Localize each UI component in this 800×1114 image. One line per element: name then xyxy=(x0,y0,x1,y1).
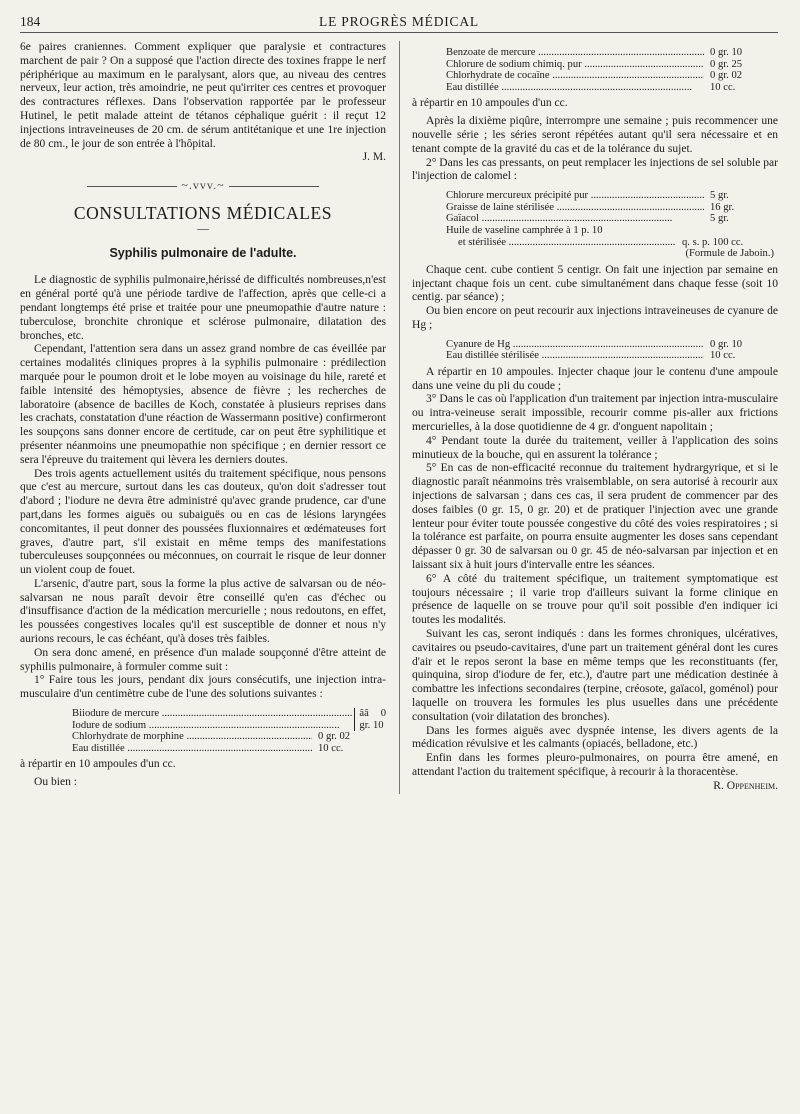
paragraph: Ou bien : xyxy=(34,776,77,789)
prescription-line: Chlorure de sodium chimiq. pur ..... 0 gr. 25 xyxy=(446,59,778,71)
journal-title: LE PROGRÈS MÉDICAL xyxy=(319,14,479,29)
section-ornament xyxy=(20,179,386,193)
prescription-brace-quantity: ââ 0 gr. 10 xyxy=(354,708,386,731)
paragraph: 3° Dans le cas où l'application d'un traitement par injection intra-musculaire ou intra-veineuse serait impossible, recourir comme pis-aller aux frictions mercurielles, à la dose quotidienne de 4 gr. d'onguent napolitain ; xyxy=(412,393,778,434)
paragraph: à répartir en 10 ampoules d'un cc. xyxy=(412,97,568,110)
prescription-line: Gaïacol ..... 5 gr. xyxy=(446,213,778,225)
prescription-line: Benzoate de mercure ..... 0 gr. 10 xyxy=(446,47,778,59)
ornament-flourish: ~.vvv.~ xyxy=(181,178,225,193)
prescription-line: Chlorhydrate de cocaïne ..... 0 gr. 02 xyxy=(446,70,778,82)
paragraph: Cependant, l'attention sera dans un assez grand nombre de cas éveillée par certaines modalités cliniques propres à la syphilis pulmonaire : prédilection marquée pour le poumon droit et le lobe moyen au voisinage du hile, rareté et faible intensité des hémoptysies, absence de fièvre ; les recherches de laboratoire (absence de bacilles de Koch, constatée à plusieurs reprises dans les crachats, constatation d'une réaction de Wassermann positive) confirmeront les soupçons sans donner encore de certitude, car on peut être syphilitique et présenter néanmoins une pneumopathie non spécifique ; en dernier ressort ce sera l'épreuve du traitement qui lèvera les derniers doutes. xyxy=(20,343,386,466)
paragraph: L'arsenic, d'autre part, sous la forme la plus active de salvarsan ou de néo-salvarsan ne nous paraît devoir être conseillé qu'en cas d'échec ou d'insuffisance d'action de la médication mercurielle ; nous redoutons, en effet, les poussées congestives locales qu'il est susceptible de donner et nous n'y aurions recours, le cas échéant, qu'à doses très faibles. xyxy=(20,577,386,646)
article-title: Syphilis pulmonaire de l'adulte. xyxy=(109,245,297,260)
prescription-formula-2 xyxy=(446,47,778,93)
ornament-rule-left xyxy=(87,186,177,187)
paragraph: Dans les formes aiguës avec dyspnée intense, les divers agents de la médication révulsive et les calmants (opiacés, belladone, etc.) xyxy=(412,724,778,751)
previous-article-ending: 6e paires craniennes. Comment expliquer que paralysie et contractures marchent de pair ? On a supposé que l'action directe des toxines frappe le nerf périphérique au maximum en le paralysant, alors que, au niveau des centres nerveux, leur action, très amoindrie, ne peut qu'irriter ces centres et provoquer des contractures réflexes. Dans l'observation rapportée par le professeur Hutinel, le petit malade atteint de tétanos céphalique guérit : il reçut 12 injections intraveineuses de 20 cm. de sérum antitétanique et une 1re injection de 80 cm., le jour de son entrée à l'hôpital. xyxy=(20,41,386,150)
prescription-line: Graisse de laine stérilisée ..... 16 gr. xyxy=(446,202,778,214)
prescription-line: Chlorure mercureux précipité pur ..... 5 gr. xyxy=(446,190,778,202)
paragraph: 2° Dans les cas pressants, on peut remplacer les injections de sel soluble par l'injection de calomel : xyxy=(412,156,778,183)
prescription-formula-3 xyxy=(446,190,778,260)
paragraph: Le diagnostic de syphilis pulmonaire,hérissé de difficultés nombreuses,n'est en général porté qu'à une période tardive de l'affection, après que celle-ci a pendant longtemps été prise et traitée pour une pneumopathie d'autre nature : tuberculose, bronchite chronique et sclérose pulmonaire, dilatation des bronches, etc. xyxy=(20,274,386,342)
paragraph: Suivant les cas, seront indiqués : dans les formes chroniques, ulcératives, cavitaires ou pseudo-cavitaires, d'une part un traitement général dont les cures d'air et le repos seront la base en même temps que les reconstituants (fer, quinquina, sirop d'iodure de fer, etc.), d'autre part une médication destinée à combattre les infections secondaires (terpine, créosote, gaïacol, goménol) pour laquelle on trouvera les formules les plus usuelles dans une précédente consultation (voir dilatation des bronches). xyxy=(412,628,778,723)
prescription-line: et stérilisée ..... q. s. p. 100 cc. xyxy=(446,237,778,249)
prescription-line: Iodure de sodium ..... xyxy=(72,720,352,732)
prescription-formula-4 xyxy=(446,339,778,362)
prescription-line: Chlorhydrate de morphine ..... 0 gr. 02 xyxy=(72,731,386,743)
paragraph: Après la dixième piqûre, interrompre une semaine ; puis recommencer une nouvelle série ; les séries seront répétées autant qu'il sera nécessaire et en tenant compte de la gravité du cas et de la tolérance du sujet. xyxy=(412,115,778,155)
prescription-brace-group xyxy=(72,708,386,731)
prescription-line: Eau distillée ..... 10 cc. xyxy=(72,743,386,755)
left-column xyxy=(20,41,386,794)
prescription-line: Biiodure de mercure ..... xyxy=(72,708,352,720)
section-title: CONSULTATIONS MÉDICALES xyxy=(73,202,333,223)
paragraph: A répartir en 10 ampoules. Injecter chaque jour le contenu d'une ampoule dans une veine du pli du coude ; xyxy=(412,365,778,392)
prescription-line: Eau distillée stérilisée ..... 10 cc. xyxy=(446,350,778,362)
right-column xyxy=(412,41,778,794)
paragraph: Ou bien encore on peut recourir aux injections intraveineuses de cyanure de Hg ; xyxy=(412,305,778,331)
prescription-line: Cyanure de Hg ..... 0 gr. 10 xyxy=(446,339,778,351)
author-signature: R. Oppenheim. xyxy=(713,779,778,792)
paragraph: 6° A côté du traitement spécifique, un traitement symptomatique est toujours nécessaire ; il varie trop d'ailleurs suivant la forme clinique en présence de laquelle on se trouve pour qu'il soit possible d'en indiquer ici toutes les modalités. xyxy=(412,572,778,627)
two-column-body xyxy=(20,41,778,794)
ornament-rule-right xyxy=(229,186,319,187)
prescription-line: Huile de vaseline camphrée à 1 p. 10 xyxy=(446,224,603,236)
prescription-line: Eau distillée ..... 10 cc. xyxy=(446,82,778,94)
running-head xyxy=(20,10,778,33)
paragraph: 4° Pendant toute la durée du traitement, veiller à l'application des soins minutieux de la bouche, qui en assurent la tolérance ; xyxy=(412,434,778,461)
prescription-formula-1 xyxy=(72,708,386,754)
previous-article-signature: J. M. xyxy=(362,151,386,164)
paragraph: 1° Faire tous les jours, pendant dix jours consécutifs, une injection intra-musculaire d'un centimètre cube de l'une des solutions suivantes : xyxy=(20,674,386,701)
paragraph: à répartir en 10 ampoules d'un cc. xyxy=(20,758,176,771)
paragraph: On sera donc amené, en présence d'un malade soupçonné d'être atteint de syphilis pulmonaire, à formuler comme suit : xyxy=(20,646,386,673)
paragraph: 5° En cas de non-efficacité reconnue du traitement hydrargyrique, et si le diagnostic paraît néanmoins très vraisemblable, on sera autorisé à recourir aux injections de salvarsan ; dans ces cas, il sera prudent de commencer par des doses faibles (0 gr. 15, 0 gr. 20) et de pratiquer l'injection avec une grande lenteur pour éviter toute poussée congestive du côté des voies respiratoires ; si la tolérance est parfaite, on pourra ensuite augmenter les doses sans cependant dépasser 0 gr. 30 de salvarsan ou 0 gr. 45 de néo-salvarsan par injection et en laissant six à huit jours d'intervalle entre les séances. xyxy=(412,462,778,572)
paragraph: Chaque cent. cube contient 5 centigr. On fait une injection par semaine en injectant chaque fois un cent. cube simultanément dans chaque fesse (soit 10 centig. par séance) ; xyxy=(412,263,778,304)
paragraph: Des trois agents actuellement usités du traitement spécifique, nous pensons que c'est au mercure, surtout dans les cas douteux, qu'on doit s'adresser tout d'abord ; l'iodure ne devra être administré qu'avec grande prudence, car d'une part,dans les formes aiguës ou subaiguës ou en cas de lésions laryngées concomitantes, il peut donner des poussées fluxionnaires et œdémateuses fort graves, d'autre part, s'il existait en même temps des manifestations tuberculeuses soupçonnées ou méconnues, on courrait le risque de leur donner un violent coup de fouet. xyxy=(20,467,386,577)
section-dash: — xyxy=(197,222,209,235)
paragraph: Enfin dans les formes pleuro-pulmonaires, on pourra être amené, en attendant l'action du traitement spécifique, à recourir à la thoracentèse. xyxy=(412,752,778,778)
column-divider xyxy=(399,41,400,794)
page-number: 184 xyxy=(20,14,41,29)
formula-attribution: (Formule de Jaboin.) xyxy=(685,248,774,260)
